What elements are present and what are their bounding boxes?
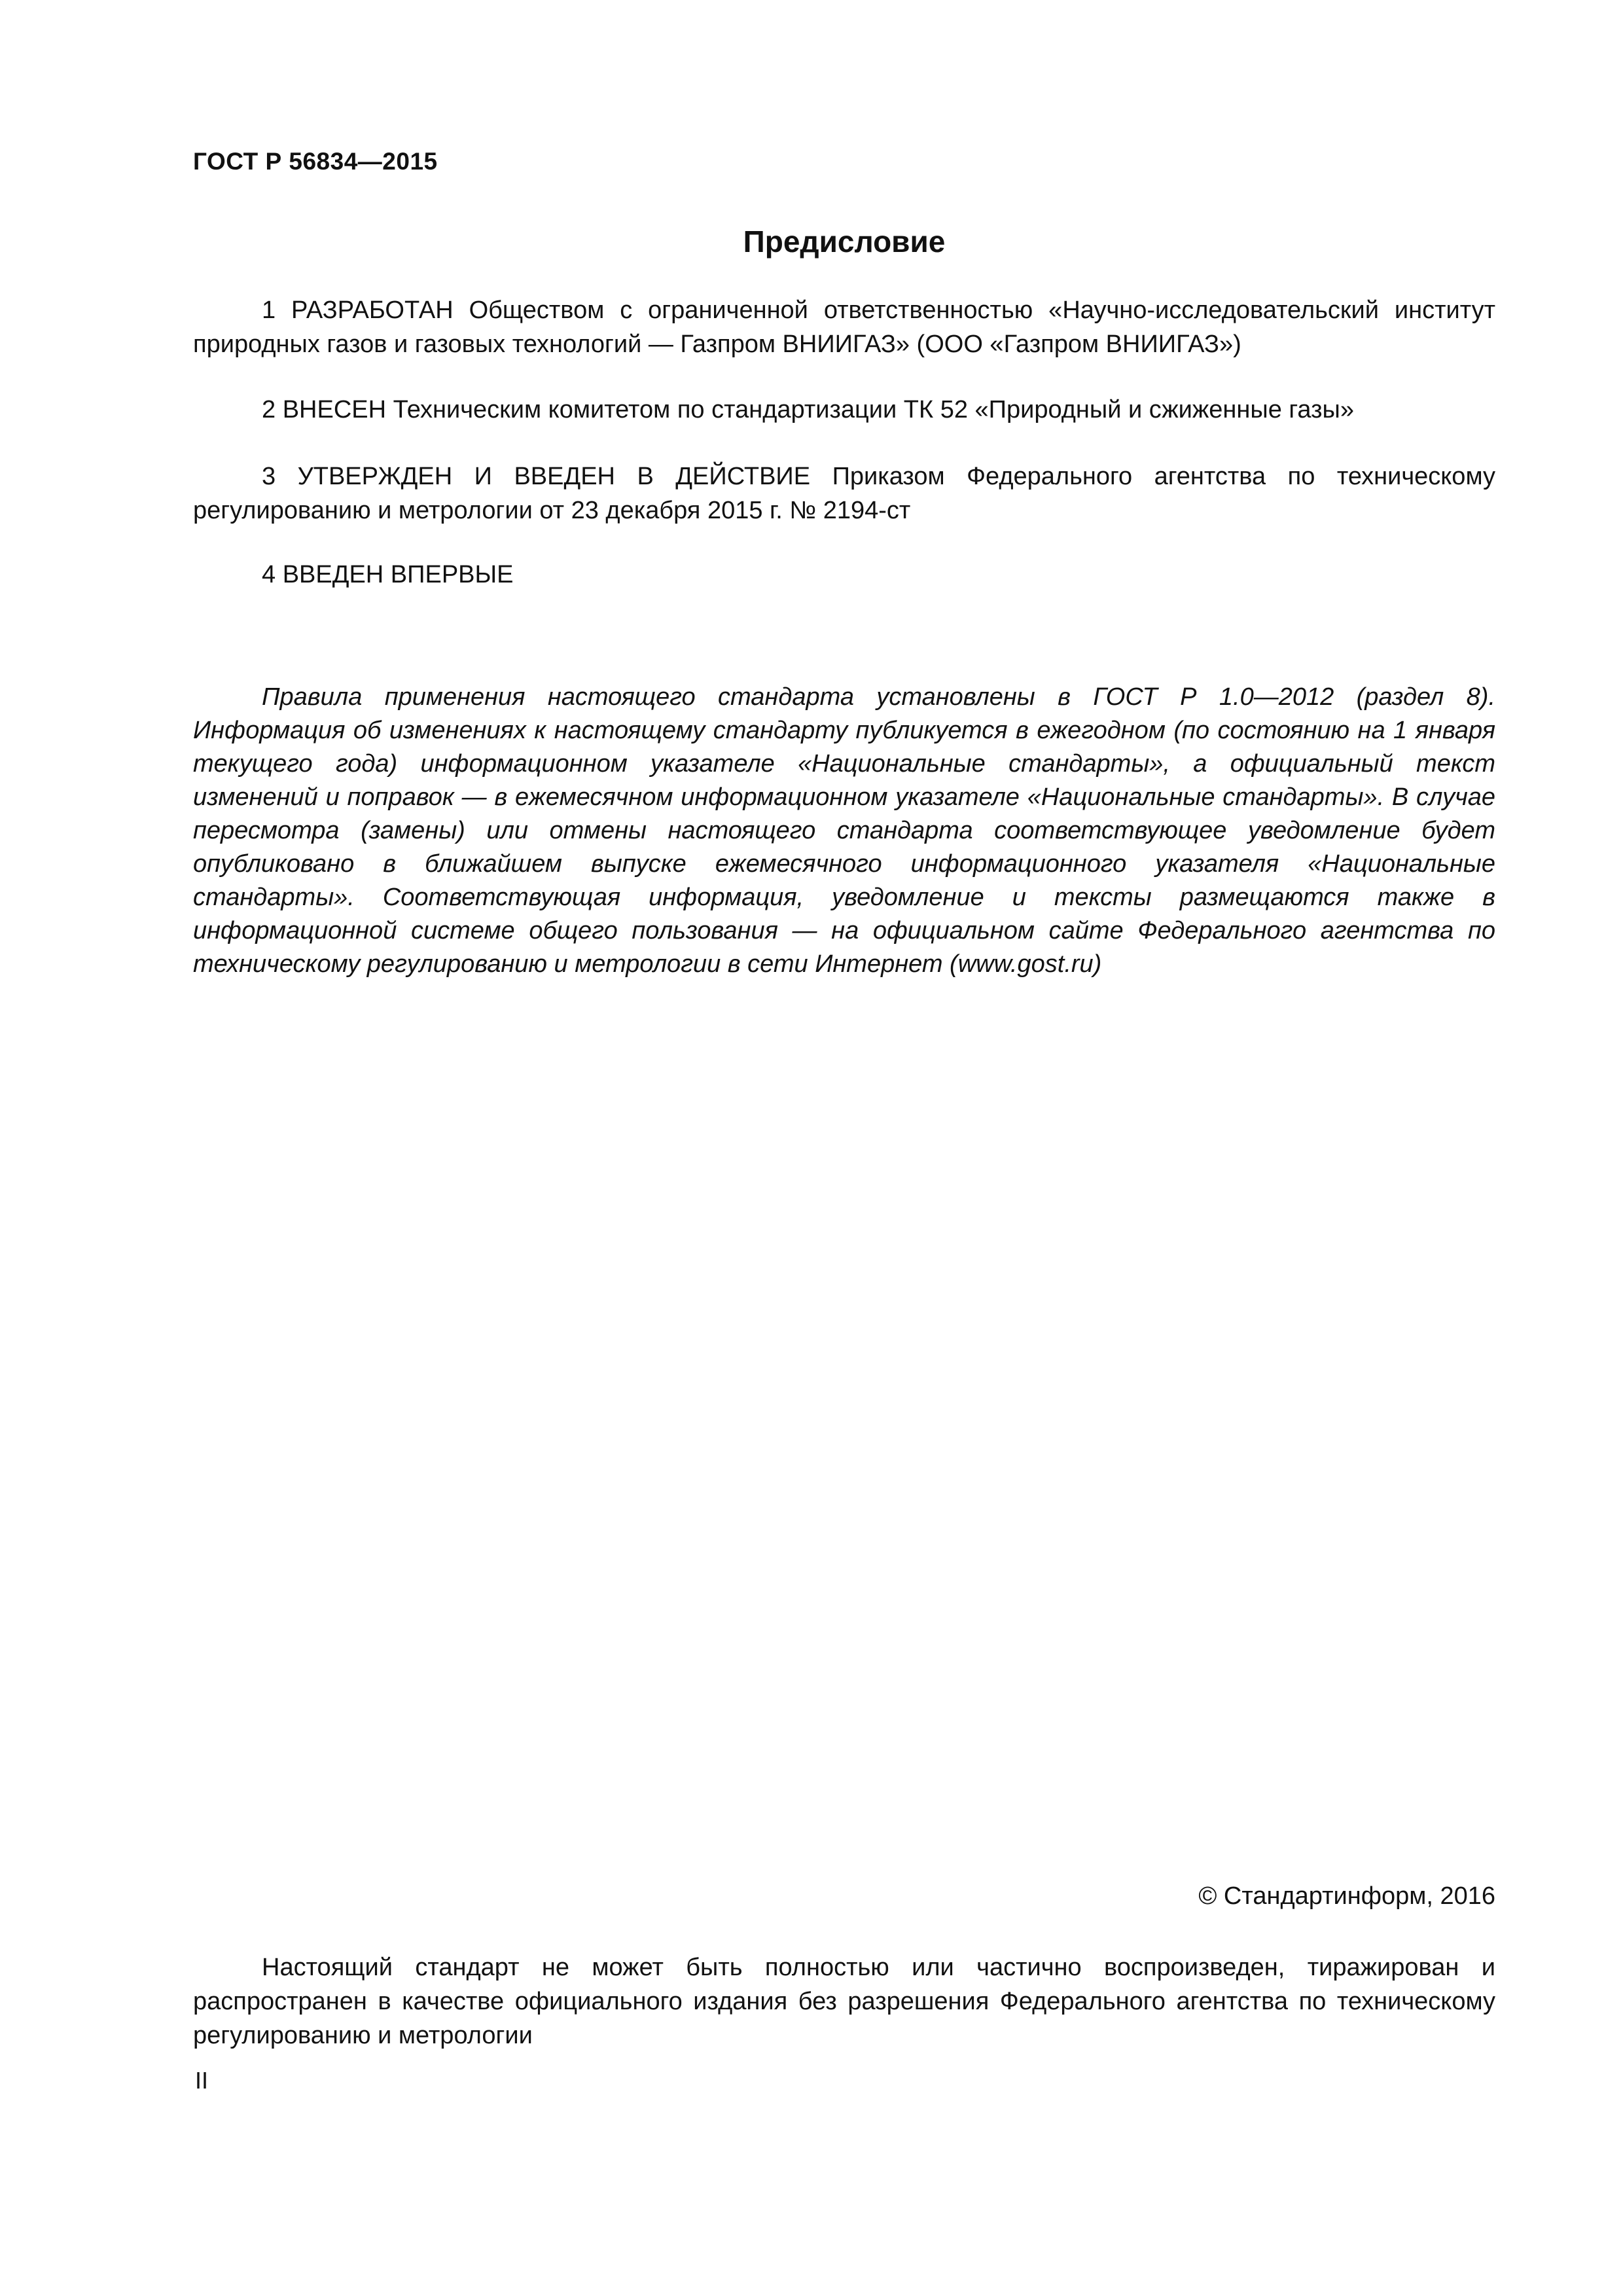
foreword-item-3: 3 УТВЕРЖДЕН И ВВЕДЕН В ДЕЙСТВИЕ Приказом Федерального агентства по техническому регулированию и метрологии от 23 декабря 2015 г. № 2194-ст [193, 463, 1495, 524]
standard-code: ГОСТ Р 56834—2015 [193, 148, 438, 175]
page-title: Предисловие [743, 224, 946, 259]
page-number: II [195, 2067, 209, 2094]
copyright-line: © Стандартинформ, 2016 [1198, 1882, 1495, 1910]
foreword-item-2: 2 ВНЕСЕН Техническим комитетом по стандартизации ТК 52 «Природный и сжиженные газы» [262, 396, 1354, 423]
application-rules-notice: Правила применения настоящего стандарта установлены в ГОСТ Р 1.0—2012 (раздел 8). Информация об изменениях к настоящему стандарту публикуется в ежегодном (по состоянию на 1 января текущего года) информационном указателе «Национальные стандарты», а официальный текст изменений и поправок — в ежемесячном информационном указателе «Национальные стандарты». В случае пересмотра (замены) или отмены настоящего стандарта соответствующее уведомление будет опубликовано в ближайшем выпуске ежемесячного информационного указателя «Национальные стандарты». Соответствующая информация, уведомление и тексты размещаются также в информационной системе общего пользования — на официальном сайте Федерального агентства по техническому регулированию и метрологии в сети Интернет (www.gost.ru) [193, 683, 1495, 978]
foreword-item-4: 4 ВВЕДЕН ВПЕРВЫЕ [262, 561, 514, 588]
foreword-item-1: 1 РАЗРАБОТАН Обществом с ограниченной ответственностью «Научно-исследовательский институт природных газов и газовых технологий — Газпром ВНИИГАЗ» (ООО «Газпром ВНИИГАЗ») [193, 296, 1495, 358]
reproduction-notice: Настоящий стандарт не может быть полностью или частично воспроизведен, тиражирован и распространен в качестве официального издания без разрешения Федерального агентства по техническому регулированию и метрологии [193, 1954, 1495, 2049]
